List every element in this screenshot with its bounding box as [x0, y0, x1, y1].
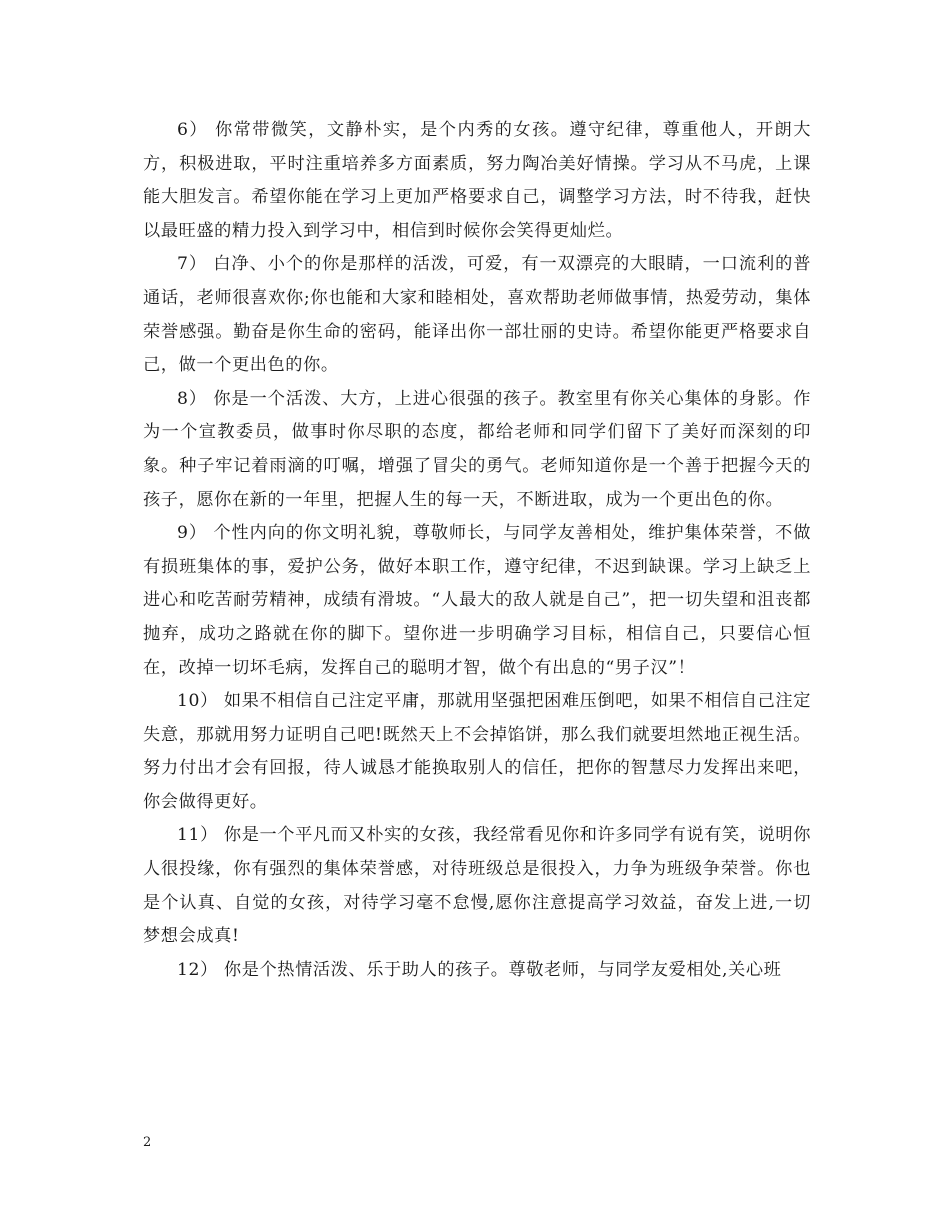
comment-paragraph-10: 10） 如果不相信自己注定平庸，那就用坚强把困难压倒吧，如果不相信自己注定失意，那就用努力证明自己吧!既然天上不会掉馅饼，那么我们就要坦然地正视生活。努力付出才会有回报，待人诚恳才能换取别人的信任，把你的智慧尽力发挥出来吧，你会做得更好。	[143, 691, 811, 812]
comment-paragraph-9: 9） 个性内向的你文明礼貌，尊敬师长，与同学友善相处，维护集体荣誉，不做有损班集体的事，爱护公务，做好本职工作，遵守纪律，不迟到缺课。学习上缺乏上进心和吃苦耐劳精神，成绩有滑坡。“人最大的敌人就是自己”，把一切失望和沮丧都抛弃，成功之路就在你的脚下。望你进一步明确学习目标，相信自己，只要信心恒在，改掉一切坏毛病，发挥自己的聪明才智，做个有出息的“男子汉”！	[143, 523, 811, 678]
comment-paragraph-6: 6） 你常带微笑，文静朴实，是个内秀的女孩。遵守纪律，尊重他人，开朗大方，积极进取，平时注重培养多方面素质，努力陶冶美好情操。学习从不马虎，上课能大胆发言。希望你能在学习上更加严格要求自己，调整学习方法，时不待我，赶快以最旺盛的精力投入到学习中，相信到时候你会笑得更灿烂。	[143, 120, 811, 241]
comment-paragraph-7: 7） 白净、小个的你是那样的活泼，可爱，有一双漂亮的大眼睛，一口流利的普通话，老师很喜欢你;你也能和大家和睦相处，喜欢帮助老师做事情，热爱劳动，集体荣誉感强。勤奋是你生命的密码，能译出你一部壮丽的史诗。希望你能更严格要求自己，做一个更出色的你。	[143, 254, 811, 376]
document-body	[143, 114, 811, 987]
comment-paragraph-12: 12） 你是个热情活泼、乐于助人的孩子。尊敬老师，与同学友爱相处,关心班	[177, 959, 782, 980]
comment-paragraph-8: 8） 你是一个活泼、大方，上进心很强的孩子。教室里有你关心集体的身影。作为一个宣教委员，做事时你尽职的态度，都给老师和同学们留下了美好而深刻的印象。种子牢记着雨滴的叮嘱，增强了冒尖的勇气。老师知道你是一个善于把握今天的孩子，愿你在新的一年里，把握人生的每一天，不断进取，成为一个更出色的你。	[143, 388, 811, 510]
comment-paragraph-11: 11） 你是一个平凡而又朴实的女孩，我经常看见你和许多同学有说有笑，说明你人很投缘，你有强烈的集体荣誉感，对待班级总是很投入，力争为班级争荣誉。你也是个认真、自觉的女孩，对待学习毫不怠慢,愿你注意提高学习效益，奋发上进,一切梦想会成真!	[143, 825, 811, 947]
page-number: 2	[143, 1135, 152, 1150]
